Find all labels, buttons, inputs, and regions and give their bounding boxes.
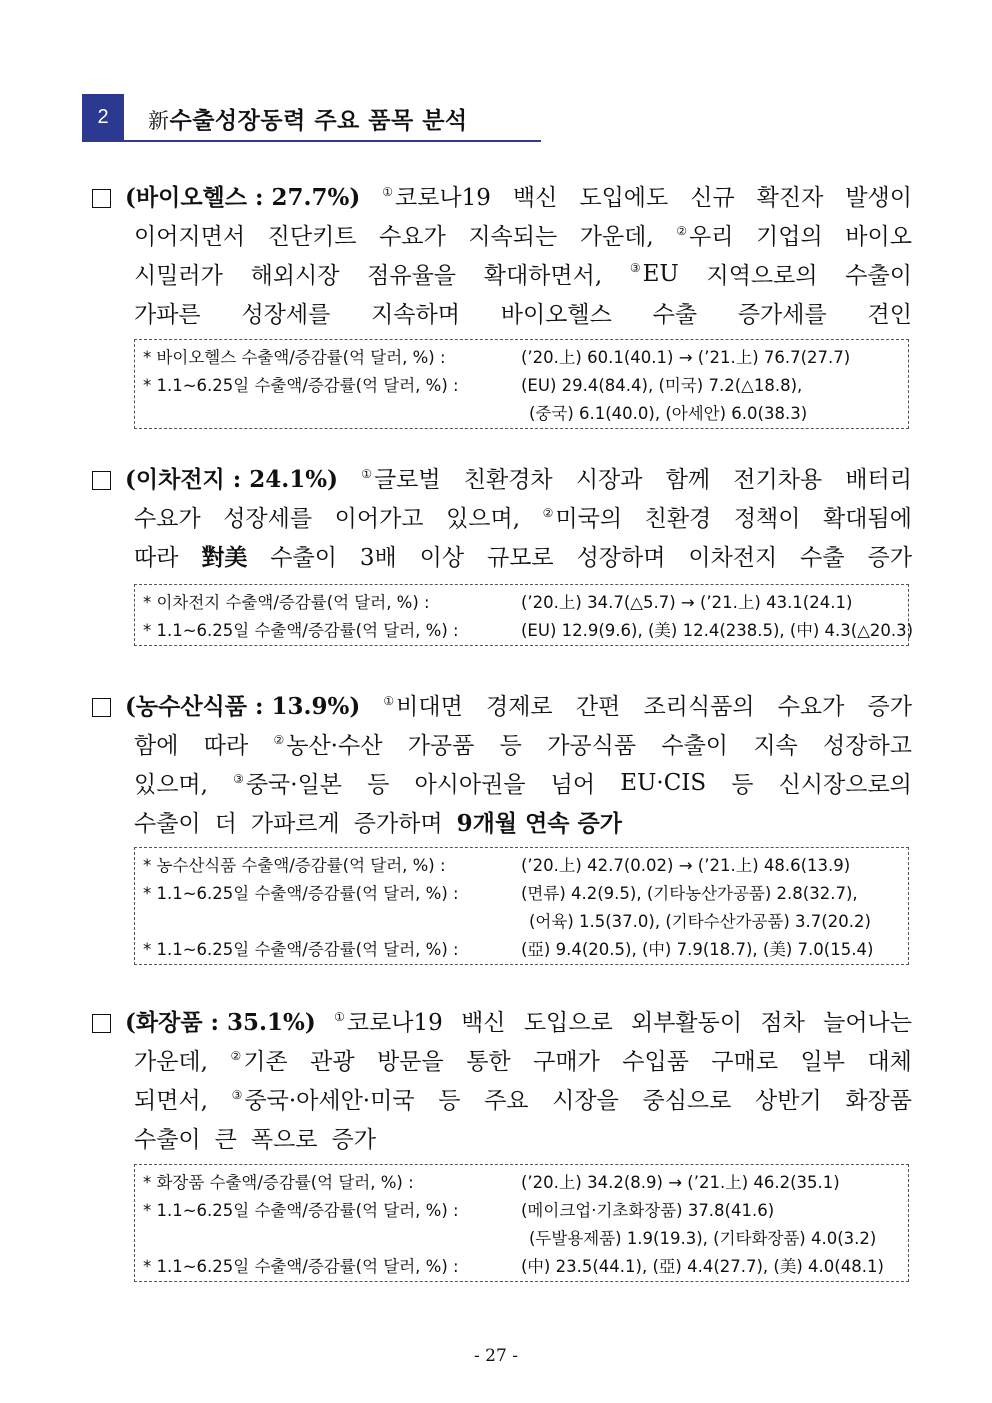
word: 친환경: [644, 506, 712, 532]
item-paragraph: [92, 1001, 912, 1157]
text-line: [92, 685, 912, 724]
circled-number: ③: [629, 260, 641, 275]
checkbox-square-icon: [92, 471, 111, 490]
note-value: (’20.上) 34.2(8.9) → (’21.上) 46.2(35.1): [521, 1173, 840, 1192]
word: 주요: [484, 1088, 529, 1114]
note-value: (’20.上) 60.1(40.1) → (’21.上) 76.7(27.7): [521, 348, 851, 367]
item-secondary-battery: [92, 458, 912, 575]
note-line: [143, 934, 908, 962]
note-box: [134, 1164, 909, 1282]
circled-number: ②: [273, 733, 285, 748]
word: 이상: [419, 545, 465, 571]
word: ③중국·아세안·미국: [231, 1088, 415, 1114]
note-line: [143, 878, 908, 906]
word: 진단키트: [267, 224, 357, 250]
word: 더: [214, 811, 237, 837]
word: ②미국의: [542, 506, 623, 532]
word: 넘어: [550, 772, 596, 798]
word: 증가: [331, 1127, 376, 1153]
text-line: [92, 497, 912, 536]
word: ②농산·수산: [273, 733, 383, 759]
note-value: (두발용제품) 1.9(19.3), (기타화장품) 4.0(3.2): [529, 1229, 877, 1248]
word: 친환경차: [463, 467, 553, 493]
word: 시장을: [552, 1088, 619, 1114]
note-label: * 1.1~6.25일 수출액/증감률(억 달러, %) :: [143, 1257, 459, 1276]
note-line: [143, 1195, 908, 1223]
word: ①코로나19: [382, 185, 491, 211]
item-agri-food: [92, 685, 912, 841]
word: 기업의: [756, 224, 823, 250]
word: 이차전지: [688, 545, 778, 571]
note-value: (亞) 9.4(20.5), (中) 7.9(18.7), (美) 7.0(15.4): [521, 940, 874, 959]
word: 일부: [800, 1049, 845, 1075]
word: 수출: [652, 302, 698, 328]
text-line: [92, 458, 912, 497]
word: 지역으로의: [706, 263, 818, 289]
item-heading: [92, 1004, 316, 1037]
circled-number: ①: [382, 185, 393, 200]
word: 등: [731, 772, 754, 798]
note-value: (’20.上) 34.7(△5.7) → (’21.上) 43.1(24.1): [521, 593, 853, 612]
word: 3배: [359, 545, 397, 571]
note-label: * 화장품 수출액/증감률(억 달러, %) :: [143, 1173, 414, 1192]
word: ③EU: [629, 260, 679, 287]
note-label: * 농수산식품 수출액/증감률(억 달러, %) :: [143, 856, 446, 875]
section-header: [82, 94, 541, 142]
word: 지속하며: [371, 302, 460, 328]
word: 수요가: [134, 506, 201, 532]
word: 점차: [760, 1010, 805, 1036]
word: 있으며,: [134, 772, 208, 798]
word: 조리식품의: [643, 694, 755, 720]
word: ③중국·일본: [233, 772, 343, 798]
text-line: [92, 763, 912, 802]
word: 확대됨에: [823, 506, 912, 532]
item-heading: [92, 688, 360, 721]
word: 가파르게: [250, 811, 340, 837]
word: 증가하며: [353, 811, 443, 837]
text-line: [92, 1040, 912, 1079]
text-line: [92, 215, 912, 254]
note-line: [143, 1167, 908, 1195]
circled-number: ①: [361, 467, 372, 482]
item-heading-text: (바이오헬스 : 27.7%): [125, 184, 361, 211]
word: 신규: [690, 185, 735, 211]
word: 등: [367, 772, 390, 798]
word: 경제로: [486, 694, 553, 720]
word: 점유율을: [367, 263, 457, 289]
word: 배터리: [845, 467, 912, 493]
word: 지속되는: [468, 224, 558, 250]
word: 이어가고: [334, 506, 424, 532]
word: 증가: [867, 545, 912, 571]
note-box: [134, 847, 909, 965]
word: 따라: [134, 545, 179, 571]
word: 구매가: [533, 1049, 600, 1075]
text-line: [92, 1001, 912, 1040]
word: 이어지면서: [134, 224, 246, 250]
word: 수출이: [134, 811, 201, 837]
note-line: [143, 587, 908, 615]
word: 상반기: [755, 1088, 822, 1114]
text-line: [92, 536, 912, 575]
note-label: * 1.1~6.25일 수출액/증감률(억 달러, %) :: [143, 1201, 459, 1220]
word: 늘어나는: [823, 1010, 912, 1036]
note-label: * 1.1~6.25일 수출액/증감률(억 달러, %) :: [143, 621, 459, 640]
item-heading: [92, 461, 338, 494]
word: 화장품: [845, 1088, 912, 1114]
word: 확진자: [756, 185, 824, 211]
word: 수출이: [661, 733, 729, 759]
text-line: [92, 1079, 912, 1118]
note-line: [143, 342, 908, 370]
note-line: [143, 1251, 908, 1279]
note-box: [134, 339, 909, 429]
word: 성장세를: [241, 302, 331, 328]
word: 도입으로: [523, 1010, 613, 1036]
word: 간편: [575, 694, 621, 720]
text-line: [92, 293, 912, 332]
checkbox-square-icon: [92, 698, 111, 717]
note-label: * 1.1~6.25일 수출액/증감률(억 달러, %) :: [143, 884, 459, 903]
word: ①글로벌: [361, 467, 441, 493]
text-line: [92, 802, 912, 841]
circled-number: ③: [231, 1088, 243, 1103]
item-heading: [92, 179, 360, 212]
word: 따라: [203, 733, 249, 759]
word: 도입에도: [579, 185, 669, 211]
word: 발생이: [845, 185, 912, 211]
word: 확대하면서,: [483, 263, 603, 289]
item-bio-health: [92, 176, 912, 332]
word: 가공품: [407, 733, 475, 759]
word: 구매로: [711, 1049, 779, 1075]
section-title-text: 수출성장동력 주요 품목 분석: [169, 108, 468, 134]
note-value: (中) 23.5(44.1), (亞) 4.4(27.7), (美) 4.0(48.1): [521, 1257, 884, 1276]
note-value: (면류) 4.2(9.5), (기타농산가공품) 2.8(32.7),: [521, 884, 858, 903]
word: 성장하고: [823, 733, 912, 759]
word: 있으며,: [446, 506, 521, 532]
word: 방문을: [377, 1049, 444, 1075]
word: 함에: [134, 733, 179, 759]
word: 외부활동이: [630, 1010, 743, 1036]
note-label: * 1.1~6.25일 수출액/증감률(억 달러, %) :: [143, 940, 459, 959]
item-heading-text: (농수산식품 : 13.9%): [125, 693, 361, 720]
word: 가운데,: [579, 224, 654, 250]
word: 백신: [461, 1010, 506, 1036]
word: 對美: [201, 544, 248, 571]
note-value: (중국) 6.1(40.0), (아세안) 6.0(38.3): [529, 404, 808, 423]
word: 백신: [512, 185, 558, 211]
word: 해외시장: [250, 263, 340, 289]
word: 대체: [867, 1049, 912, 1075]
word: ②기존: [230, 1049, 288, 1075]
word: 수출이: [270, 545, 337, 571]
note-box: [134, 584, 914, 646]
word: 되면서,: [134, 1088, 208, 1114]
item-paragraph: [92, 685, 912, 841]
note-value: (’20.上) 42.7(0.02) → (’21.上) 48.6(13.9): [521, 856, 851, 875]
word: 수입품: [622, 1049, 689, 1075]
circled-number: ②: [676, 224, 688, 239]
word: ②우리: [676, 224, 734, 250]
word: 성장세를: [223, 506, 313, 532]
word: 시장과: [575, 467, 643, 493]
section-title: [148, 102, 468, 135]
note-value: (EU) 29.4(84.4), (미국) 7.2(△18.8),: [521, 376, 803, 395]
word: 폭으로: [250, 1127, 318, 1153]
word: 관광: [310, 1049, 355, 1075]
text-line: [92, 1118, 912, 1157]
note-line: [143, 615, 914, 643]
note-value: (메이크업·기초화장품) 37.8(41.6): [521, 1201, 775, 1220]
word: 전기차용: [733, 467, 823, 493]
word: 수출이: [134, 1127, 201, 1153]
note-line: [143, 398, 908, 426]
checkbox-square-icon: [92, 1014, 111, 1033]
word: 수요가: [777, 694, 845, 720]
section-number: 2: [82, 94, 124, 140]
item-heading-text: (이차전지 : 24.1%): [125, 466, 339, 493]
checkbox-square-icon: [92, 189, 111, 208]
word: 큰: [214, 1127, 237, 1153]
word: ①코로나19: [334, 1010, 443, 1036]
note-line: [143, 850, 908, 878]
word: 통한: [466, 1049, 511, 1075]
circled-number: ③: [233, 772, 244, 787]
word: 가운데,: [134, 1049, 208, 1075]
circled-number: ②: [230, 1049, 242, 1064]
word: 지속: [753, 733, 798, 759]
word: ①비대면: [383, 694, 463, 720]
word: 수출이: [845, 263, 912, 289]
word: EU·CIS: [620, 769, 707, 796]
word: 바이오헬스: [500, 302, 612, 328]
word: 신시장으로의: [778, 772, 912, 798]
page-number: - 27 -: [474, 1346, 518, 1366]
word: 가파른: [134, 302, 201, 328]
circled-number: ②: [542, 506, 554, 521]
item-heading-text: (화장품 : 35.1%): [125, 1009, 316, 1036]
word: 시밀러가: [134, 263, 223, 289]
section-title-prefix: 新: [148, 109, 170, 133]
note-label: * 1.1~6.25일 수출액/증감률(억 달러, %) :: [143, 376, 459, 395]
circled-number: ①: [334, 1010, 345, 1025]
note-value: (EU) 12.9(9.6), (美) 12.4(238.5), (中) 4.3(△20.3): [521, 621, 914, 640]
word: 함께: [665, 467, 711, 493]
word: 아시아권을: [414, 772, 526, 798]
item-cosmetics: [92, 1001, 912, 1157]
word: 등: [499, 733, 522, 759]
note-value: (어육) 1.5(37.0), (기타수산가공품) 3.7(20.2): [529, 912, 871, 931]
word: 견인: [867, 302, 912, 328]
item-paragraph: [92, 176, 912, 332]
word: 9개월 연속 증가: [456, 810, 622, 837]
circled-number: ①: [383, 694, 395, 709]
word: 증가세를: [737, 302, 827, 328]
text-line: [92, 724, 912, 763]
item-paragraph: [92, 458, 912, 575]
word: 중심으로: [642, 1088, 732, 1114]
note-label: * 이차전지 수출액/증감률(억 달러, %) :: [143, 593, 430, 612]
word: 수요가: [379, 224, 446, 250]
word: 규모로: [487, 545, 554, 571]
word: 바이오: [845, 224, 912, 250]
text-line: [92, 254, 912, 293]
note-line: [143, 370, 908, 398]
word: 증가: [867, 694, 912, 720]
word: 수출: [800, 545, 845, 571]
text-line: [92, 176, 912, 215]
note-line: [143, 1223, 908, 1251]
word: 가공식품: [547, 733, 637, 759]
note-label: * 바이오헬스 수출액/증감률(억 달러, %) :: [143, 348, 446, 367]
word: 등: [438, 1088, 461, 1114]
word: 성장하며: [576, 545, 666, 571]
note-line: [143, 906, 908, 934]
word: 정책이: [733, 506, 801, 532]
